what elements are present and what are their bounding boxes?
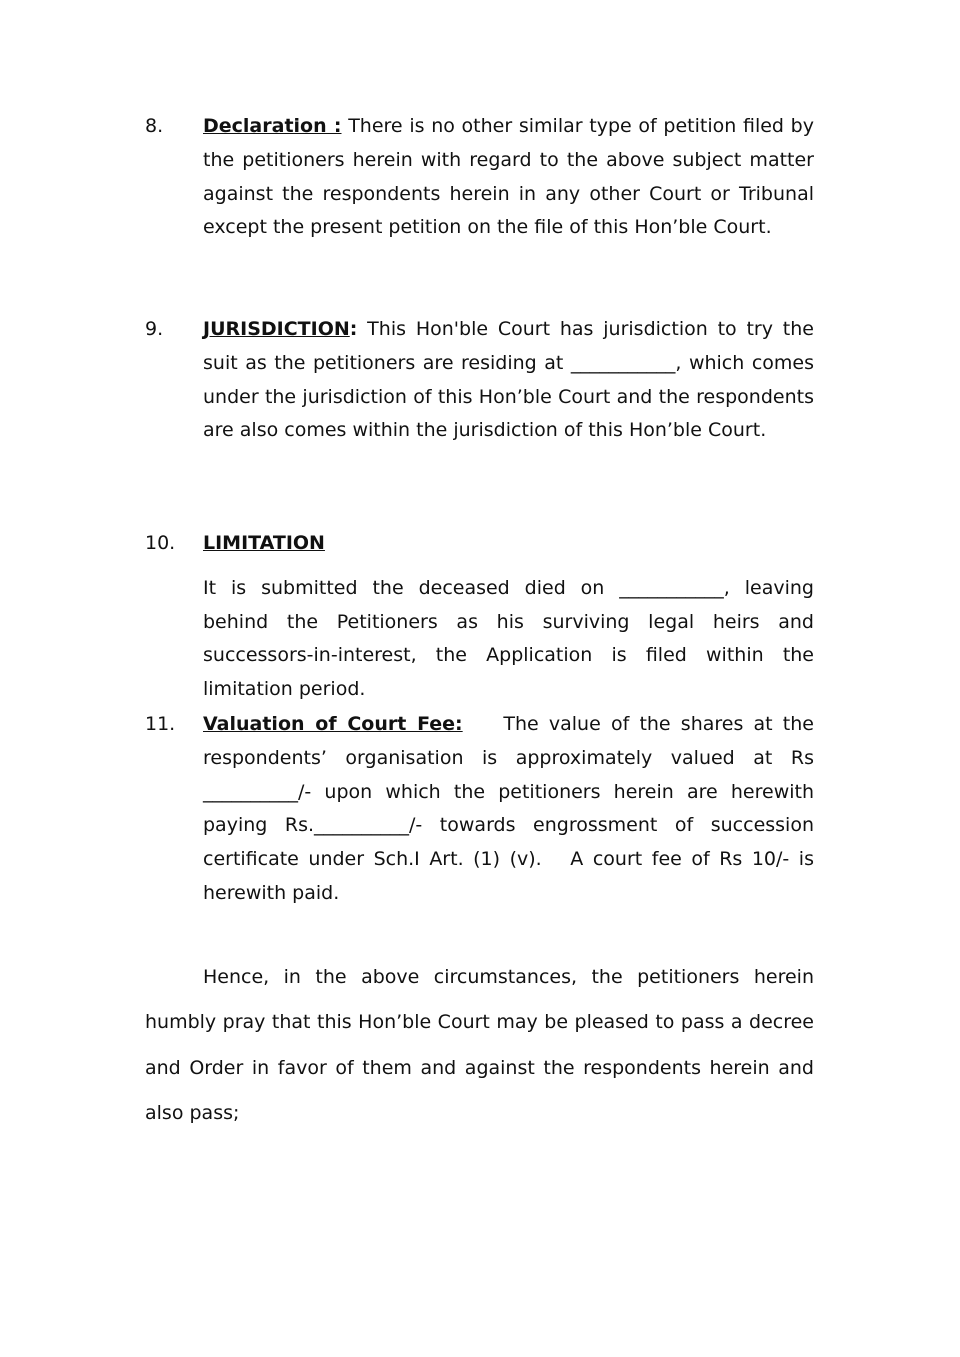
section-content <box>203 527 814 707</box>
section-content <box>203 313 814 448</box>
section-9 <box>145 313 814 448</box>
closing-paragraph: Hence, in the above circumstances, the petitioners herein humbly pray that this Hon’ble Court may be pleased to pass a decree and Order in favor of them and against the respondents herein and also pass; <box>145 966 814 1124</box>
section-text: There is no other similar type of petition filed by the petitioners herein with regard to the above subject matter against the respondents herein in any other Court or Tribunal except the present petition on the file of this Hon’ble Court. <box>203 115 814 239</box>
section-10 <box>145 527 814 707</box>
section-number: 9. <box>145 318 164 340</box>
section-heading: Declaration : <box>203 115 342 137</box>
section-heading: JURISDICTION <box>203 318 350 340</box>
section-heading: LIMITATION <box>203 532 325 554</box>
section-content <box>203 708 821 911</box>
section-text: The value of the shares at the respondents’ organisation is approximately valued at Rs __________/- upon which the petitioners herein are herewith paying Rs.__________/- towards engrossment of succession certificate under Sch.I Art. (1) (v). A court fee of Rs 10/- is herewith paid. <box>203 713 821 904</box>
section-heading-colon: : <box>349 318 358 340</box>
section-11 <box>145 708 821 911</box>
section-number: 10. <box>145 532 176 554</box>
section-8 <box>145 110 814 245</box>
section-number: 8. <box>145 115 164 137</box>
section-heading: Valuation of Court Fee: <box>203 713 463 735</box>
section-number: 11. <box>145 713 176 735</box>
section-text: It is submitted the deceased died on ___________, leaving behind the Petitioners as his surviving legal heirs and successors-in-interest, the Application is filed within the limitation period. <box>203 576 814 701</box>
section-content <box>203 110 814 245</box>
section-text: This Hon'ble Court has jurisdiction to try the suit as the petitioners are residing at ___________, which comes under the jurisdiction of this Hon’ble Court and the respondents are also comes within the jurisdiction of this Hon’ble Court. <box>203 318 814 442</box>
